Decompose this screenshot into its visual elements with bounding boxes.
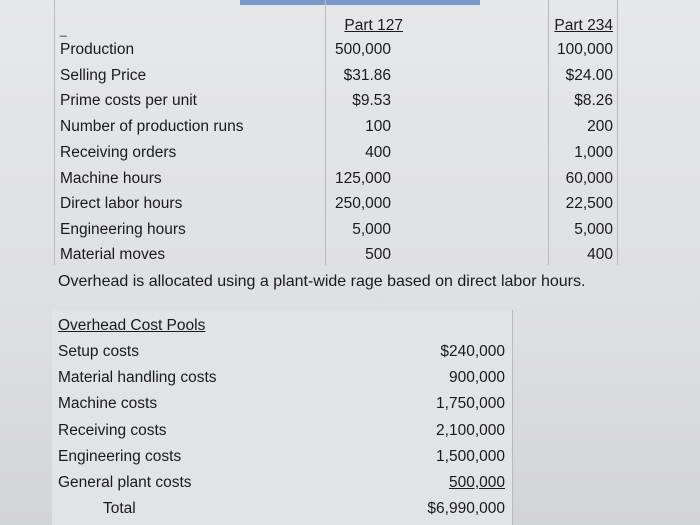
row-label: Receiving orders bbox=[60, 144, 177, 161]
pool-label: Machine costs bbox=[58, 395, 158, 412]
pool-label: Setup costs bbox=[58, 343, 139, 360]
total-label: Total bbox=[103, 500, 136, 517]
value-part234: 22,500 bbox=[565, 195, 613, 212]
pool-amount: 1,750,000 bbox=[436, 395, 505, 412]
value-part127: $9.53 bbox=[352, 92, 391, 109]
value-part234: $8.26 bbox=[574, 92, 613, 109]
header-part234: Part 234 bbox=[554, 17, 613, 34]
gridline bbox=[512, 310, 513, 525]
value-part127: 400 bbox=[365, 144, 391, 161]
corner-mark: _ bbox=[60, 23, 67, 37]
gridline bbox=[54, 0, 55, 265]
pool-label: Engineering costs bbox=[58, 448, 182, 465]
pool-amount: 1,500,000 bbox=[436, 448, 505, 465]
row-label: Selling Price bbox=[60, 67, 147, 84]
pool-amount: 2,100,000 bbox=[436, 422, 505, 439]
value-part234: 400 bbox=[587, 246, 613, 263]
value-part127: 100 bbox=[365, 118, 391, 135]
pool-label: Receiving costs bbox=[58, 422, 167, 439]
row-label: Engineering hours bbox=[60, 221, 186, 238]
value-part127: 500 bbox=[365, 246, 391, 263]
value-part127: $31.86 bbox=[343, 67, 391, 84]
value-part127: 125,000 bbox=[334, 170, 391, 187]
header-part127: Part 127 bbox=[344, 17, 403, 34]
allocation-note: Overhead is allocated using a plant-wide rage based on direct labor hours. bbox=[58, 273, 586, 290]
value-part127: 500,000 bbox=[334, 41, 391, 58]
total-amount: $6,990,000 bbox=[427, 500, 505, 517]
pool-amount: $240,000 bbox=[440, 343, 505, 360]
value-part127: 5,000 bbox=[352, 221, 391, 238]
pool-amount: 500,000 bbox=[448, 474, 505, 491]
value-part234: 60,000 bbox=[565, 170, 613, 187]
pool-amount: 900,000 bbox=[448, 369, 505, 386]
value-part234: 200 bbox=[587, 118, 613, 135]
selection-bar bbox=[240, 0, 480, 5]
row-label: Machine hours bbox=[60, 170, 162, 187]
row-label: Production bbox=[60, 41, 135, 58]
pool-label: Material handling costs bbox=[58, 369, 217, 386]
value-part234: 100,000 bbox=[556, 41, 613, 58]
row-label: Prime costs per unit bbox=[60, 92, 197, 109]
row-label: Direct labor hours bbox=[60, 195, 183, 212]
row-label: Material moves bbox=[60, 246, 166, 263]
value-part234: $24.00 bbox=[565, 67, 613, 84]
cost-pools-title: Overhead Cost Pools bbox=[58, 317, 206, 334]
value-part234: 5,000 bbox=[574, 221, 613, 238]
value-part127: 250,000 bbox=[334, 195, 391, 212]
pool-label: General plant costs bbox=[58, 474, 192, 491]
row-label: Number of production runs bbox=[60, 118, 244, 135]
gridline bbox=[617, 0, 618, 265]
value-part234: 1,000 bbox=[574, 144, 613, 161]
